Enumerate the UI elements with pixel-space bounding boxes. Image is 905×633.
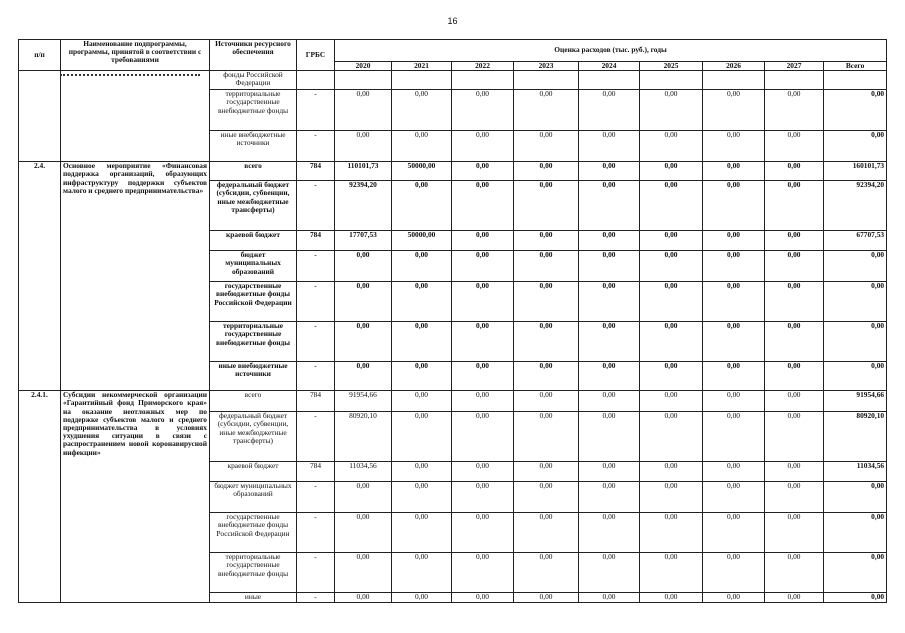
year-value: 0,00 bbox=[514, 131, 579, 162]
total-value: 0,00 bbox=[824, 131, 887, 162]
year-value: 0,00 bbox=[703, 412, 765, 462]
year-value: 0,00 bbox=[579, 391, 640, 412]
grbs-code: - bbox=[297, 513, 335, 553]
funding-source: фонды Российской Федерации bbox=[210, 71, 297, 90]
year-value: 0,00 bbox=[392, 362, 452, 391]
table-row bbox=[19, 162, 887, 181]
year-value: 0,00 bbox=[579, 282, 640, 322]
total-value: 0,00 bbox=[824, 553, 887, 593]
header-source: Источники ресурсного обеспечения bbox=[210, 40, 297, 71]
year-value: 0,00 bbox=[392, 251, 452, 282]
year-value: 0,00 bbox=[640, 482, 703, 513]
header-estimate: Оценка расходов (тыс. руб.), годы bbox=[335, 40, 887, 62]
header-year: 2027 bbox=[765, 62, 824, 71]
year-value: 0,00 bbox=[452, 412, 514, 462]
funding-source: краевой бюджет bbox=[210, 462, 297, 482]
header-num: п/п bbox=[19, 40, 61, 71]
funding-source: федеральный бюджет (субсидии, субвенции, иные межбюджетные трансферты) bbox=[210, 412, 297, 462]
grbs-code: - bbox=[297, 362, 335, 391]
year-value: 0,00 bbox=[703, 282, 765, 322]
year-value: 0,00 bbox=[335, 362, 392, 391]
year-value: 0,00 bbox=[514, 462, 579, 482]
year-value: 0,00 bbox=[765, 322, 824, 362]
year-value: 92394,20 bbox=[335, 181, 392, 231]
item-name bbox=[61, 71, 210, 162]
year-value: 0,00 bbox=[640, 282, 703, 322]
year-value: 0,00 bbox=[452, 231, 514, 251]
total-value bbox=[824, 71, 887, 90]
year-value: 0,00 bbox=[392, 412, 452, 462]
table-row bbox=[19, 391, 887, 412]
grbs-code: - bbox=[297, 181, 335, 231]
header-cut-text bbox=[60, 71, 200, 76]
year-value: 0,00 bbox=[703, 553, 765, 593]
year-value: 0,00 bbox=[640, 362, 703, 391]
total-value: 0,00 bbox=[824, 362, 887, 391]
year-value: 0,00 bbox=[765, 462, 824, 482]
year-value bbox=[765, 71, 824, 90]
grbs-code: 784 bbox=[297, 391, 335, 412]
budget-table bbox=[18, 39, 887, 603]
grbs-code: 784 bbox=[297, 462, 335, 482]
year-value: 0,00 bbox=[452, 462, 514, 482]
year-value: 50000,00 bbox=[392, 162, 452, 181]
grbs-code: - bbox=[297, 593, 335, 603]
funding-source: государственные внебюджетные фонды Российской Федерации bbox=[210, 513, 297, 553]
total-value: 0,00 bbox=[824, 513, 887, 553]
funding-source: иные внебюджетные источники bbox=[210, 131, 297, 162]
funding-source: иные bbox=[210, 593, 297, 603]
funding-source: территориальные государственные внебюджетные фонды bbox=[210, 90, 297, 131]
year-value: 0,00 bbox=[640, 231, 703, 251]
year-value: 0,00 bbox=[452, 553, 514, 593]
header-year: 2024 bbox=[579, 62, 640, 71]
header-year: 2025 bbox=[640, 62, 703, 71]
item-name: Основное мероприятие «Финансовая поддержка организаций, образующих инфраструктуру поддержки субъектов малого и среднего предпринимательства» bbox=[61, 162, 210, 391]
year-value bbox=[514, 71, 579, 90]
year-value: 0,00 bbox=[765, 181, 824, 231]
year-value: 0,00 bbox=[392, 322, 452, 362]
year-value: 0,00 bbox=[579, 162, 640, 181]
page-number: 16 bbox=[447, 16, 458, 26]
year-value bbox=[640, 71, 703, 90]
year-value: 0,00 bbox=[765, 391, 824, 412]
year-value: 0,00 bbox=[514, 90, 579, 131]
grbs-code: - bbox=[297, 482, 335, 513]
year-value: 0,00 bbox=[703, 131, 765, 162]
year-value: 0,00 bbox=[765, 251, 824, 282]
year-value: 0,00 bbox=[579, 553, 640, 593]
year-value: 0,00 bbox=[392, 482, 452, 513]
year-value: 0,00 bbox=[579, 251, 640, 282]
year-value: 0,00 bbox=[765, 362, 824, 391]
year-value: 0,00 bbox=[703, 513, 765, 553]
year-value: 0,00 bbox=[452, 362, 514, 391]
year-value: 0,00 bbox=[640, 90, 703, 131]
year-value: 0,00 bbox=[392, 553, 452, 593]
grbs-code bbox=[297, 71, 335, 90]
header-name: Наименование подпрограммы, программы, принятой в соответствии с требованиями bbox=[61, 40, 210, 71]
year-value: 0,00 bbox=[640, 593, 703, 603]
year-value: 0,00 bbox=[514, 513, 579, 553]
year-value: 0,00 bbox=[514, 391, 579, 412]
year-value: 0,00 bbox=[703, 322, 765, 362]
year-value: 0,00 bbox=[640, 181, 703, 231]
year-value: 0,00 bbox=[579, 181, 640, 231]
total-value: 91954,66 bbox=[824, 391, 887, 412]
year-value: 0,00 bbox=[640, 553, 703, 593]
year-value: 0,00 bbox=[335, 322, 392, 362]
year-value: 0,00 bbox=[335, 131, 392, 162]
year-value: 0,00 bbox=[514, 593, 579, 603]
year-value: 0,00 bbox=[452, 181, 514, 231]
year-value: 0,00 bbox=[765, 593, 824, 603]
item-name: Субсидии некоммерческой организации «Гарантийный фонд Приморского края» на оказание неотложных мер по поддержке субъектов малого и среднего предпринимательства в условиях ухудшения ситуации в связи с распространением новой коронавирусной инфекции» bbox=[61, 391, 210, 603]
year-value: 0,00 bbox=[703, 181, 765, 231]
total-value: 0,00 bbox=[824, 482, 887, 513]
year-value: 0,00 bbox=[703, 482, 765, 513]
year-value: 0,00 bbox=[579, 482, 640, 513]
year-value: 0,00 bbox=[703, 462, 765, 482]
year-value: 0,00 bbox=[335, 553, 392, 593]
year-value: 0,00 bbox=[392, 462, 452, 482]
year-value: 0,00 bbox=[640, 412, 703, 462]
year-value: 0,00 bbox=[392, 181, 452, 231]
funding-source: территориальные государственные внебюджетные фонды bbox=[210, 322, 297, 362]
funding-source: федеральный бюджет (субсидии, субвенции, иные межбюджетные трансферты) bbox=[210, 181, 297, 231]
year-value: 0,00 bbox=[335, 251, 392, 282]
year-value: 0,00 bbox=[765, 231, 824, 251]
year-value: 0,00 bbox=[335, 482, 392, 513]
total-value: 80920,10 bbox=[824, 412, 887, 462]
grbs-code: - bbox=[297, 282, 335, 322]
year-value: 0,00 bbox=[514, 231, 579, 251]
grbs-code: 784 bbox=[297, 231, 335, 251]
year-value: 0,00 bbox=[452, 482, 514, 513]
year-value: 0,00 bbox=[514, 251, 579, 282]
year-value: 0,00 bbox=[640, 513, 703, 553]
year-value: 0,00 bbox=[640, 462, 703, 482]
year-value: 0,00 bbox=[703, 362, 765, 391]
grbs-code: - bbox=[297, 553, 335, 593]
year-value: 0,00 bbox=[579, 412, 640, 462]
year-value: 0,00 bbox=[579, 322, 640, 362]
year-value: 0,00 bbox=[452, 391, 514, 412]
year-value: 0,00 bbox=[514, 362, 579, 391]
year-value: 0,00 bbox=[392, 513, 452, 553]
year-value: 50000,00 bbox=[392, 231, 452, 251]
year-value: 0,00 bbox=[703, 231, 765, 251]
year-value: 0,00 bbox=[703, 251, 765, 282]
year-value: 0,00 bbox=[703, 90, 765, 131]
year-value: 0,00 bbox=[335, 282, 392, 322]
year-value: 0,00 bbox=[392, 90, 452, 131]
total-value: 67707,53 bbox=[824, 231, 887, 251]
total-value: 160101,73 bbox=[824, 162, 887, 181]
year-value: 11034,56 bbox=[335, 462, 392, 482]
year-value: 80920,10 bbox=[335, 412, 392, 462]
total-value: 92394,20 bbox=[824, 181, 887, 231]
header-year: 2021 bbox=[392, 62, 452, 71]
year-value: 0,00 bbox=[392, 593, 452, 603]
year-value: 0,00 bbox=[579, 231, 640, 251]
year-value: 0,00 bbox=[703, 593, 765, 603]
year-value: 0,00 bbox=[765, 90, 824, 131]
year-value: 0,00 bbox=[765, 513, 824, 553]
year-value: 0,00 bbox=[452, 593, 514, 603]
year-value: 0,00 bbox=[452, 162, 514, 181]
year-value: 0,00 bbox=[392, 391, 452, 412]
year-value: 0,00 bbox=[579, 462, 640, 482]
year-value: 0,00 bbox=[452, 513, 514, 553]
year-value: 0,00 bbox=[335, 513, 392, 553]
year-value bbox=[452, 71, 514, 90]
funding-source: территориальные государственные внебюджетные фонды bbox=[210, 553, 297, 593]
funding-source: бюджет муниципальных образований bbox=[210, 482, 297, 513]
total-value: 0,00 bbox=[824, 282, 887, 322]
year-value: 0,00 bbox=[703, 162, 765, 181]
grbs-code: - bbox=[297, 131, 335, 162]
header-grbs: ГРБС bbox=[297, 40, 335, 71]
grbs-code: - bbox=[297, 251, 335, 282]
year-value: 0,00 bbox=[514, 553, 579, 593]
year-value: 110101,73 bbox=[335, 162, 392, 181]
year-value: 0,00 bbox=[703, 391, 765, 412]
year-value bbox=[335, 71, 392, 90]
total-value: 0,00 bbox=[824, 322, 887, 362]
grbs-code: - bbox=[297, 412, 335, 462]
year-value: 0,00 bbox=[514, 282, 579, 322]
funding-source: государственные внебюджетные фонды Российской Федерации bbox=[210, 282, 297, 322]
grbs-code: 784 bbox=[297, 162, 335, 181]
total-value: 11034,56 bbox=[824, 462, 887, 482]
year-value: 17707,53 bbox=[335, 231, 392, 251]
year-value: 0,00 bbox=[765, 412, 824, 462]
funding-source: всего bbox=[210, 162, 297, 181]
header-year: Всего bbox=[824, 62, 887, 71]
header-year: 2026 bbox=[703, 62, 765, 71]
funding-source: всего bbox=[210, 391, 297, 412]
year-value: 0,00 bbox=[514, 181, 579, 231]
year-value: 0,00 bbox=[452, 131, 514, 162]
year-value: 0,00 bbox=[579, 90, 640, 131]
total-value: 0,00 bbox=[824, 593, 887, 603]
year-value: 0,00 bbox=[640, 131, 703, 162]
year-value: 0,00 bbox=[452, 90, 514, 131]
year-value: 0,00 bbox=[335, 90, 392, 131]
year-value: 0,00 bbox=[765, 553, 824, 593]
item-number: 2.4.1. bbox=[19, 391, 61, 603]
year-value: 0,00 bbox=[452, 251, 514, 282]
header-year: 2023 bbox=[514, 62, 579, 71]
year-value: 0,00 bbox=[514, 412, 579, 462]
year-value: 0,00 bbox=[392, 282, 452, 322]
year-value: 0,00 bbox=[640, 391, 703, 412]
total-value: 0,00 bbox=[824, 90, 887, 131]
year-value: 0,00 bbox=[579, 362, 640, 391]
year-value: 0,00 bbox=[514, 322, 579, 362]
year-value: 0,00 bbox=[765, 482, 824, 513]
funding-source: иные внебюджетные источники bbox=[210, 362, 297, 391]
year-value: 91954,66 bbox=[335, 391, 392, 412]
total-value: 0,00 bbox=[824, 251, 887, 282]
year-value: 0,00 bbox=[392, 131, 452, 162]
grbs-code: - bbox=[297, 322, 335, 362]
year-value: 0,00 bbox=[335, 593, 392, 603]
year-value: 0,00 bbox=[579, 593, 640, 603]
year-value: 0,00 bbox=[765, 282, 824, 322]
year-value: 0,00 bbox=[640, 162, 703, 181]
year-value bbox=[579, 71, 640, 90]
year-value: 0,00 bbox=[452, 322, 514, 362]
year-value bbox=[703, 71, 765, 90]
grbs-code: - bbox=[297, 90, 335, 131]
item-number: 2.4. bbox=[19, 162, 61, 391]
year-value: 0,00 bbox=[579, 513, 640, 553]
funding-source: краевой бюджет bbox=[210, 231, 297, 251]
year-value: 0,00 bbox=[514, 482, 579, 513]
year-value: 0,00 bbox=[579, 131, 640, 162]
year-value: 0,00 bbox=[640, 322, 703, 362]
year-value: 0,00 bbox=[640, 251, 703, 282]
header-year: 2020 bbox=[335, 62, 392, 71]
year-value: 0,00 bbox=[765, 162, 824, 181]
year-value: 0,00 bbox=[765, 131, 824, 162]
year-value: 0,00 bbox=[452, 282, 514, 322]
funding-source: бюджет муниципальных образований bbox=[210, 251, 297, 282]
year-value bbox=[392, 71, 452, 90]
item-number bbox=[19, 71, 61, 162]
year-value: 0,00 bbox=[514, 162, 579, 181]
header-year: 2022 bbox=[452, 62, 514, 71]
